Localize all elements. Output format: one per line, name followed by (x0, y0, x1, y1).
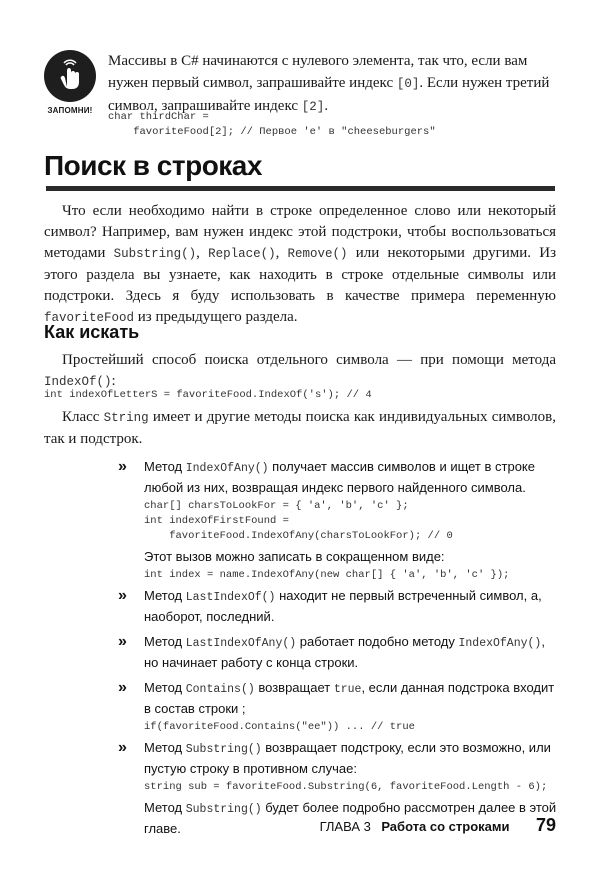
intro-paragraph: Что если необходимо найти в строке определенное слово или некоторый символ? Например, вам нужен индекс этой подстроки, чтобы воспользоваться методами Substring(), Replace(), Remove() или некоторыми другими. Из этого раздела вы узнаете, как находить в строке отдельные символы или подстроки. Здесь я буду использовать в качестве примера переменную favoriteFood из предыдущего раздела. (44, 203, 556, 325)
subsection-title: Как искать (44, 322, 140, 342)
bullet-marker: » (118, 679, 127, 696)
remember-text: Массивы в С# начинаются с нулевого элемента, так что, если вам нужен первый символ, запрашивайте индекс [0]. Если нужен третий символ, запрашивайте индекс [2]. (108, 53, 550, 114)
list-item-lastindexof: » Метод LastIndexOf() находит не первый встреченный символ, а, наоборот, последний. (118, 587, 542, 624)
remember-label: ЗАПОМНИ! (47, 106, 93, 115)
string-class-paragraph: Класс String имеет и другие методы поиска как индивидуальных символов, так и подстрок. (44, 409, 556, 447)
bullet-marker: » (118, 633, 127, 650)
contains-code: if(favoriteFood.Contains("ee")) ... // true (144, 721, 415, 733)
chapter-title: Работа со строками (381, 819, 510, 834)
indexofany-code: char[] charsToLookFor = { 'a', 'b', 'c' }; int indexOfFirstFound = favoriteFood.IndexOfAny(charsToLookFor); // 0 (144, 500, 453, 542)
bullet-marker: » (118, 739, 127, 756)
list-item-indexofany: » Метод IndexOfAny() получает массив символов и ищет в строке любой из них, возвращая индекс первого найденного символа. (118, 458, 535, 495)
list-item-contains: » Метод Contains() возвращает true, если данная подстрока входит в состав строки ; (118, 679, 555, 716)
bullet-marker: » (118, 587, 127, 604)
page-number: 79 (535, 815, 556, 835)
indexofany-short-code: int index = name.IndexOfAny(new char[] { 'a', 'b', 'c' }); (144, 569, 510, 581)
section-title: Поиск в строках (44, 150, 262, 181)
substring-code: string sub = favoriteFood.Substring(6, favoriteFood.Length - 6); (144, 781, 548, 793)
section-divider (46, 186, 555, 191)
method-list (118, 457, 560, 838)
bullet-marker: » (118, 458, 127, 475)
chapter-label: ГЛАВА 3 (319, 819, 371, 834)
remember-code: char thirdChar = favoriteFood[2]; // Первое 'е' в "cheeseburgers" (108, 111, 436, 138)
list-item-lastindexofany: » Метод LastIndexOfAny() работает подобно методу IndexOfAny(), но начинает работу с конца строки. (118, 633, 545, 670)
indexof-paragraph: Простейший способ поиска отдельного символа — при помощи метода IndexOf(): (44, 352, 556, 389)
substring-followup: Метод Substring() будет более подробно рассмотрен далее в этой главе. (144, 800, 557, 836)
indexof-code: int indexOfLetterS = favoriteFood.IndexOf('s'); // 4 (44, 389, 372, 401)
shorthand-note: Этот вызов можно записать в сокращенном виде: (144, 549, 445, 564)
pointing-hand-icon (44, 50, 96, 102)
remember-callout (38, 50, 102, 115)
list-item-substring: » Метод Substring() возвращает подстроку, если это возможно, или пустую строку в противном случае: (118, 739, 551, 776)
page-footer (0, 815, 556, 836)
